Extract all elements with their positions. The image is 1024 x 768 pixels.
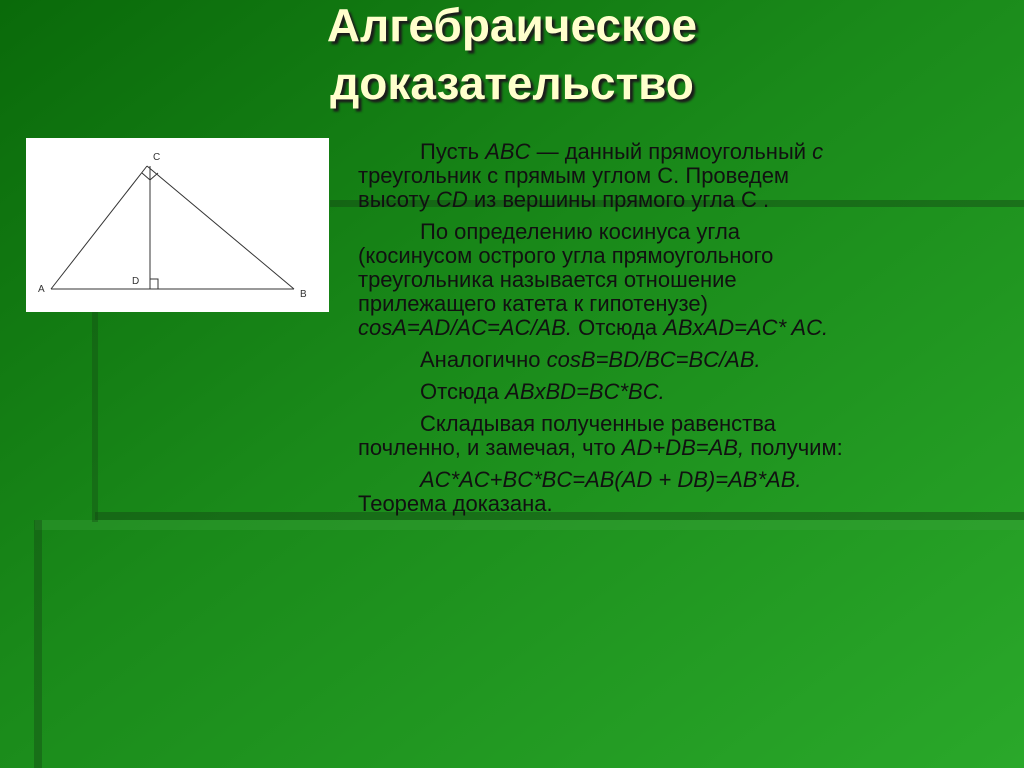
vertex-label-b: B bbox=[300, 289, 307, 300]
p1-c: c bbox=[812, 139, 824, 164]
p5-line-2-a: почленно, и замечая, что bbox=[358, 435, 622, 460]
slide-title bbox=[0, 0, 1024, 112]
vertex-label-c: C bbox=[153, 152, 161, 163]
p2-line-3: треугольника называется отношение bbox=[358, 267, 737, 292]
background-band-vertical-2 bbox=[34, 520, 42, 768]
p1-line-3-b: из вершины прямого угла С . bbox=[467, 187, 770, 212]
p6-formula: AC*AC+BC*BC=AB(AD + DB)=AB*AB. bbox=[420, 467, 802, 492]
p1-text-a: Пусть bbox=[420, 139, 486, 164]
side-cb bbox=[147, 166, 294, 289]
paragraph-6 bbox=[358, 468, 998, 516]
p3-text: Аналогично bbox=[420, 347, 547, 372]
background-band-horizontal-3 bbox=[35, 520, 1024, 530]
conclusion-text: Теорема доказана. bbox=[358, 491, 553, 516]
p1-abc: ABC bbox=[485, 139, 531, 164]
p5-line-1: Складывая полученные равенства bbox=[420, 411, 776, 436]
proof-text bbox=[358, 140, 998, 516]
p1-cd: CD bbox=[435, 187, 468, 212]
paragraph-4 bbox=[358, 380, 998, 404]
title-line-1: Алгебраическое bbox=[326, 0, 698, 51]
paragraph-1 bbox=[358, 140, 998, 212]
p2-line-2: (косинусом острого угла прямоугольного bbox=[358, 243, 774, 268]
p5-formula: AD+DB=AB, bbox=[621, 435, 745, 460]
p3-formula: cosB=BD/BC=BC/AB. bbox=[546, 347, 761, 372]
p2-line-4: прилежащего катета к гипотенузе) bbox=[358, 291, 708, 316]
triangle-figure bbox=[26, 138, 329, 312]
title-line-2: доказательство bbox=[330, 57, 694, 109]
p1-line-3-a: высоту bbox=[358, 187, 436, 212]
p2-result: ABxAD=AC* AC. bbox=[663, 315, 829, 340]
paragraph-5 bbox=[358, 412, 998, 460]
paragraph-3 bbox=[358, 348, 998, 372]
vertex-label-a: A bbox=[38, 284, 45, 295]
p4-text: Отсюда bbox=[420, 379, 506, 404]
paragraph-2 bbox=[358, 220, 998, 340]
side-ac bbox=[51, 166, 147, 289]
p4-formula: ABxBD=BC*BC. bbox=[505, 379, 665, 404]
p2-line-1: По определению косинуса угла bbox=[420, 219, 741, 244]
p2-then: Отсюда bbox=[571, 315, 664, 340]
p1-text-b: — данный прямоугольный bbox=[530, 139, 813, 164]
background-band-vertical-1 bbox=[92, 312, 98, 522]
p5-line-2-b: получим: bbox=[744, 435, 843, 460]
triangle-diagram bbox=[26, 138, 329, 312]
p1-line-2: треугольник с прямым углом С. Проведем bbox=[358, 163, 790, 188]
p2-formula: cosA=AD/AC=AC/AB. bbox=[358, 315, 572, 340]
vertex-label-d: D bbox=[132, 276, 140, 287]
right-angle-mark-d bbox=[150, 279, 158, 289]
